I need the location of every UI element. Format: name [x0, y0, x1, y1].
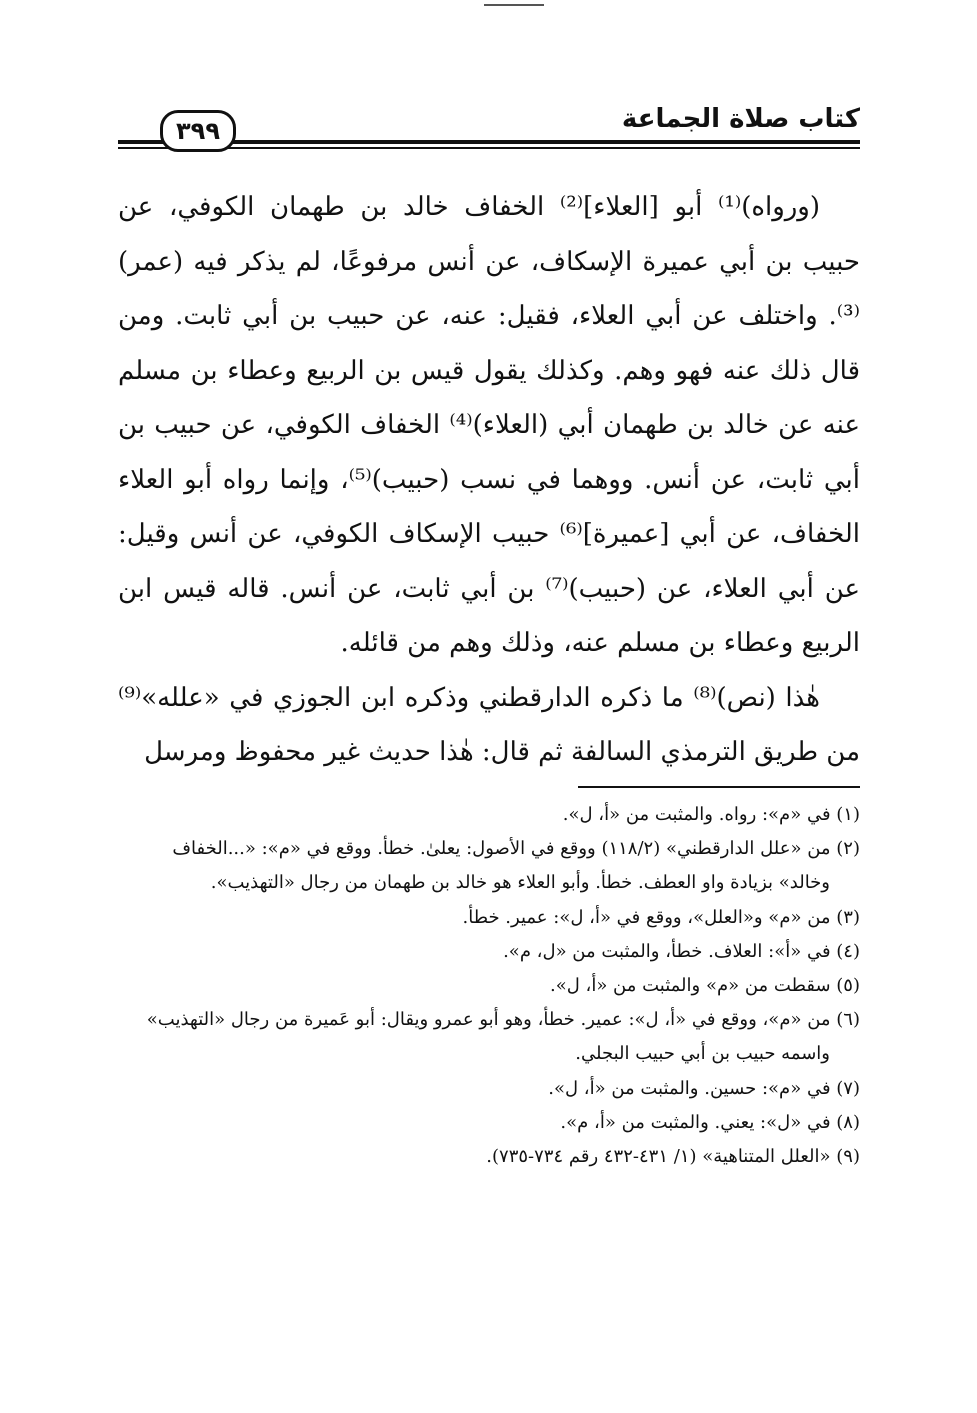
- footnote: (٩) «العلل المتناهية» (١/ ٤٣١-٤٣٢ رقم ٧٣٤-٧٣٥).: [486, 1146, 860, 1168]
- footnote: (٧) في «م»: حسين. والمثبت من «أ، ل».: [548, 1077, 860, 1099]
- paragraph: هٰذا (نص)⁽⁸⁾ ما ذكره الدارقطني وذكره ابن الجوزي في «علله»⁽⁹⁾ من طريق الترمذي السالفة ثم قال: هٰذا حديث غير محفوظ ومرسل: [118, 682, 860, 767]
- main-text: [118, 180, 860, 780]
- top-edge-mark: [484, 4, 544, 6]
- footnote: (١) في «م»: رواه. والمثبت من «أ، ل».: [562, 804, 860, 825]
- footnotes: [118, 798, 860, 1174]
- chapter-title: كتاب صلاة الجماعة: [621, 104, 860, 134]
- footnote: (٦) من «م»، ووقع في «أ، ل»: عمير. خطأ، وهو أبو عمرو ويقال: أبو عَميرة من رجال «التهذيب» واسمه حبيب بن أبي حبيب البجلي.: [146, 1009, 860, 1065]
- footnote: (٢) من «علل الدارقطني» (١١٨/٢) ووقع في الأصول: يعلىٰ. خطأ. ووقع في «م»: «...الخفاف وخالد» بزيادة واو العطف. خطأ. وأبو العلاء هو خالد بن طهمان من رجال «التهذيب».: [172, 838, 860, 894]
- footnote: (٥) سقطت من «م» والمثبت من «أ، ل».: [549, 975, 860, 997]
- page-number: ٣٩٩: [160, 110, 236, 152]
- running-header: [118, 104, 860, 152]
- footnote-separator: [578, 786, 860, 788]
- footnote: (٤) في «أ»: العلاف. خطأ، والمثبت من «ل، م».: [503, 940, 860, 962]
- footnote: (٣) من «م» و«العلل»، ووقع في «أ، ل»: عمير. خطأ.: [462, 906, 860, 928]
- footnote: (٨) في «ل»: يعني. والمثبت من «أ، م».: [560, 1111, 860, 1133]
- paragraph: (ورواه)⁽¹⁾ أبو [العلاء]⁽²⁾ الخفاف خالد بن طهمان الكوفي، عن حبيب بن أبي عميرة الإسكاف، عن أنس مرفوعًا، لم يذكر فيه (عمر)⁽³⁾. واختلف عن أبي العلاء، فقيل: عنه، عن حبيب بن أبي ثابت. ومن قال ذلك عنه فهو وهم. وكذلك يقول قيس بن الربيع وعطاء بن مسلم عنه عن خالد بن طهمان أبي (العلاء)⁽⁴⁾ الخفاف الكوفي، عن حبيب بن أبي ثابت، عن أنس. ووهما في نسب (حبيب)⁽⁵⁾، وإنما رواه أبو العلاء الخفاف، عن أبي [عميرة]⁽⁶⁾ حبيب الإسكاف الكوفي، عن أنس وقيل: عن أبي العلاء، عن (حبيب)⁽⁷⁾ بن أبي ثابت، عن أنس. قاله قيس ابن الربيع وعطاء بن مسلم عنه، وذلك وهم من قائله.: [118, 192, 861, 658]
